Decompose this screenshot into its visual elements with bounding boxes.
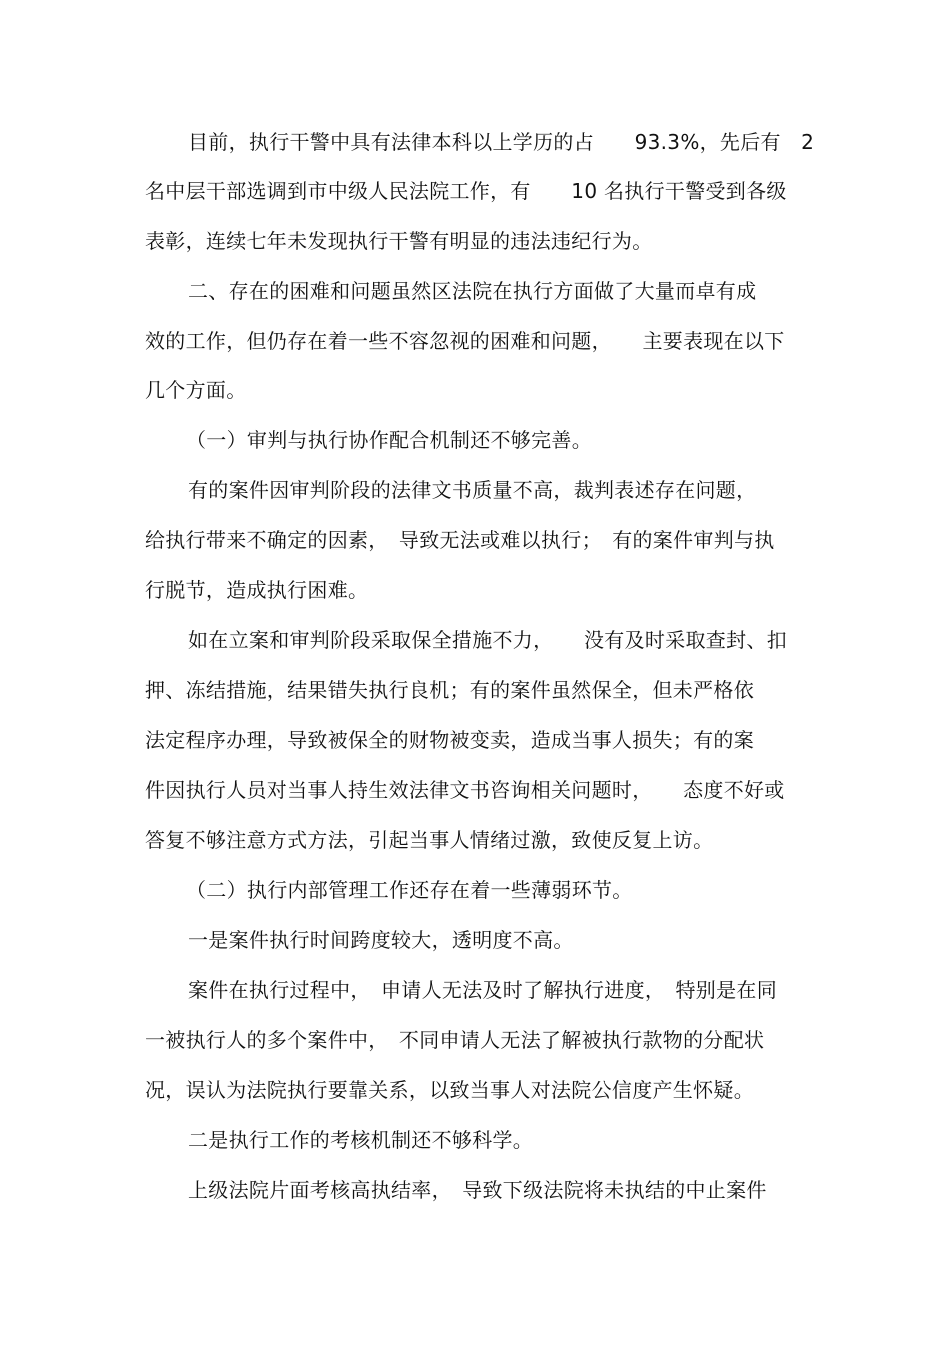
text-line: 案件在执行过程中， 申请人无法及时了解执行进度， 特别是在同 xyxy=(188,978,777,1002)
text-line: 几个方面。 xyxy=(145,378,247,402)
text-line: 答复不够注意方式方法，引起当事人情绪过激，致使反复上访。 xyxy=(145,828,714,852)
text-line: 名中层干部选调到市中级人民法院工作，有 10 名执行干警受到各级 xyxy=(145,179,787,203)
text-line: 上级法院片面考核高执结率， 导致下级法院将未执结的中止案件 xyxy=(188,1178,767,1202)
text-line: 况，误认为法院执行要靠关系，以致当事人对法院公信度产生怀疑。 xyxy=(145,1078,754,1102)
text-line: 效的工作，但仍存在着一些不容忽视的困难和问题， 主要表现在以下 xyxy=(145,329,785,353)
text-line: 法定程序办理，导致被保全的财物被变卖，造成当事人损失；有的案 xyxy=(145,728,754,752)
text-line: 二是执行工作的考核机制还不够科学。 xyxy=(188,1128,534,1152)
text-line: 押、冻结措施，结果错失执行良机；有的案件虽然保全，但未严格依 xyxy=(145,678,754,702)
text-line: 行脱节，造成执行困难。 xyxy=(145,578,369,602)
subsection-heading: （二）执行内部管理工作还存在着一些薄弱环节。 xyxy=(186,878,633,902)
text-line: 表彰，连续七年未发现执行干警有明显的违法违纪行为。 xyxy=(145,229,653,253)
section-heading: 二、存在的困难和问题虽然区法院在执行方面做了大量而卓有成 xyxy=(188,279,757,303)
subsection-heading: （一）审判与执行协作配合机制还不够完善。 xyxy=(186,428,592,452)
text-line: 给执行带来不确定的因素， 导致无法或难以执行； 有的案件审判与执 xyxy=(145,528,775,552)
text-line: 一被执行人的多个案件中， 不同申请人无法了解被执行款物的分配状 xyxy=(145,1028,765,1052)
text-line: 有的案件因审判阶段的法律文书质量不高，裁判表述存在问题， xyxy=(188,478,757,502)
text-line: 件因执行人员对当事人持生效法律文书咨询相关问题时， 态度不好或 xyxy=(145,778,785,802)
text-line: 目前，执行干警中具有法律本科以上学历的占 93.3%，先后有 2 xyxy=(188,130,815,154)
text-line: 如在立案和审判阶段采取保全措施不力， 没有及时采取查封、扣 xyxy=(188,628,787,652)
text-line: 一是案件执行时间跨度较大，透明度不高。 xyxy=(188,928,574,952)
